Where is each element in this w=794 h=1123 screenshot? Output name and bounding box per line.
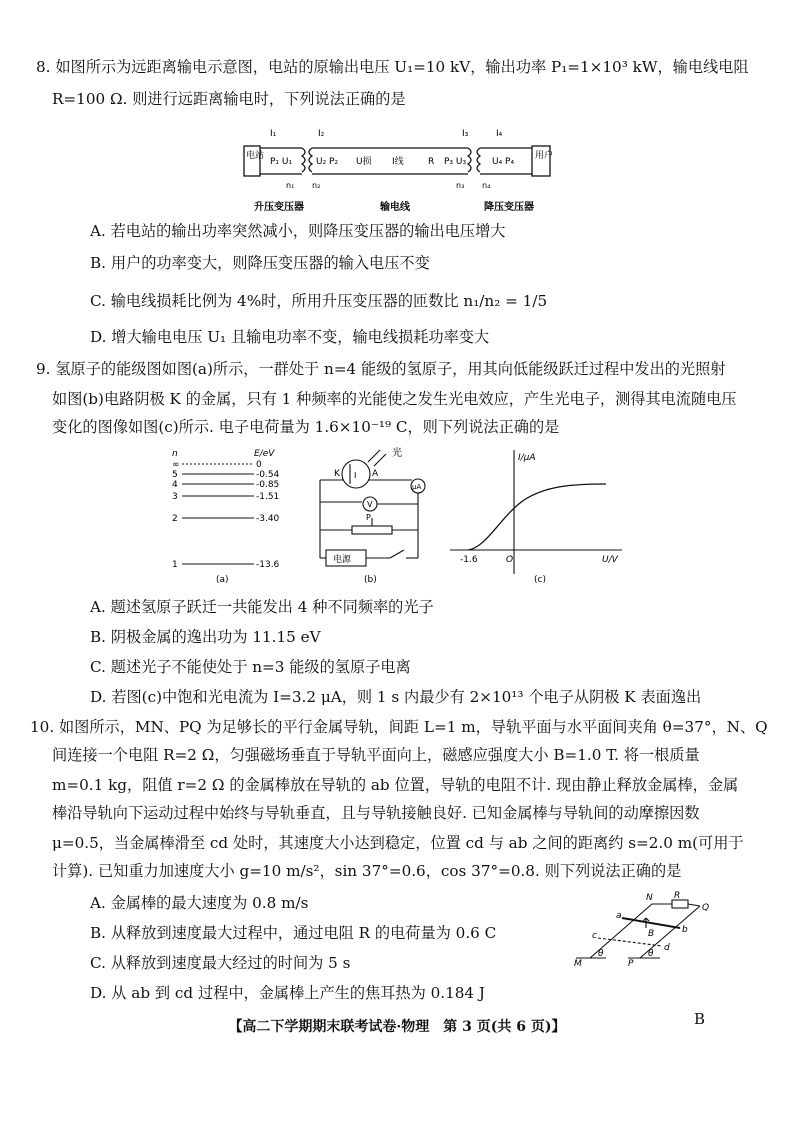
paper-version-mark: B [694, 1010, 706, 1028]
q9-fig-b-circuit [306, 446, 442, 586]
label-I1: I₁ [270, 129, 277, 139]
resistor-R [672, 900, 688, 908]
fig-M: M [574, 959, 582, 968]
q10-stem-line1: 10. 如图所示，MN、PQ 为足够长的平行金属导轨，间距 L=1 m，导轨平面与水平面间夹角 θ=37°，N、Q [30, 718, 768, 736]
q9-option-c: C. 题述光子不能使处于 n=3 能级的氢原子电离 [90, 658, 411, 676]
caption-step-down: 降压变压器 [484, 202, 534, 213]
q10-rail-figure [568, 888, 718, 968]
fig-theta-2: θ [648, 949, 654, 959]
fig-c-origin: O [506, 555, 514, 565]
q9-option-b: B. 阴极金属的逸出功为 11.15 eV [90, 628, 321, 646]
label-n4: n₄ [482, 181, 491, 190]
q9-option-a: A. 题述氢原子跃迁一共能发出 4 种不同频率的光子 [90, 598, 434, 616]
caption-line: 输电线 [380, 202, 410, 213]
q10-option-b: B. 从释放到速度最大过程中，通过电阻 R 的电荷量为 0.6 C [90, 924, 497, 942]
q8-stem-line2: R=100 Ω. 则进行远距离输电时，下列说法正确的是 [52, 90, 406, 108]
fig-a-e-label: E/eV [254, 449, 275, 459]
fig-c-x-neg: -1.6 [460, 555, 478, 565]
fig-theta-1: θ [598, 949, 604, 959]
fig-d: d [664, 943, 670, 953]
label-uloss: U损 [356, 157, 372, 167]
q10-option-c: C. 从释放到速度最大经过的时间为 5 s [90, 954, 351, 972]
level-2-n: 2 [172, 514, 178, 524]
level-5-n: 5 [172, 470, 178, 480]
label-I4: I₄ [496, 129, 503, 139]
label-u2p2: U₂ P₂ [316, 157, 339, 167]
fig-b-A: A [372, 469, 379, 479]
q9-fig-a-energy-levels [168, 446, 288, 586]
level-5-e: -0.54 [256, 470, 280, 480]
q9-fig-c-iu-curve [446, 446, 626, 586]
q10-stem-line2: 间连接一个电阻 R=2 Ω，匀强磁场垂直于导轨平面向上，磁感应强度大小 B=1.0 T. 将一根质量 [52, 746, 700, 764]
level-1-n: 1 [172, 560, 178, 570]
level-1-e: -13.6 [256, 560, 280, 570]
plant-label: 电站 [246, 151, 265, 161]
fig-R: R [674, 891, 681, 901]
fig-c: c [592, 931, 597, 941]
q9-stem-line2: 如图(b)电路阴极 K 的金属，只有 1 种频率的光能使之发生光电效应，产生光电子，测得其电流随电压 [52, 390, 737, 408]
level-2-e: -3.40 [256, 514, 280, 524]
fig-b-caption: (b) [364, 575, 377, 585]
label-iline: I线 [392, 157, 404, 167]
fig-b-light-label: 光 [392, 448, 402, 459]
q8-transmission-figure [240, 122, 560, 218]
fig-b-K: K [334, 469, 340, 479]
label-I3: I₃ [462, 129, 469, 139]
q8-option-b: B. 用户的功率变大，则降压变压器的输入电压不变 [90, 254, 430, 272]
q8-option-d: D. 增大输电电压 U₁ 且输电功率不变，输电线损耗功率变大 [90, 328, 490, 346]
fig-b: b [682, 925, 688, 935]
label-u4p4: U₄ P₄ [492, 157, 515, 167]
q9-option-d: D. 若图(c)中饱和光电流为 I=3.2 μA，则 1 s 内最少有 2×10¹³ 个电子从阴极 K 表面逸出 [90, 688, 702, 706]
q10-option-a: A. 金属棒的最大速度为 0.8 m/s [90, 894, 309, 912]
fig-a-caption: (a) [216, 575, 229, 585]
label-p3u3: P₃ U₃ [444, 157, 467, 167]
user-label: 用户 [535, 151, 554, 161]
fig-c-caption: (c) [534, 575, 546, 585]
label-n3: n₃ [456, 181, 465, 190]
q8-stem-line1: 8. 如图所示为远距离输电示意图，电站的原输出电压 U₁=10 kV，输出功率 P₁=1×10³ kW，输电线电阻 [36, 58, 749, 76]
q10-option-d: D. 从 ab 到 cd 过程中，金属棒上产生的焦耳热为 0.184 J [90, 984, 486, 1002]
q10-stem-line4: 棒沿导轨向下运动过程中始终与导轨垂直，且与导轨接触良好. 已知金属棒与导轨间的动摩擦因数 [52, 804, 700, 822]
level-inf-n: ∞ [172, 460, 180, 470]
fig-b-source: 电源 [333, 555, 352, 565]
fig-b-V: V [367, 500, 373, 509]
q8-option-c: C. 输电线损耗比例为 4%时，所用升压变压器的匝数比 n₁/n₂ = 1/5 [90, 292, 548, 310]
fig-B: B [648, 929, 655, 939]
switch [390, 550, 404, 558]
fig-c-xlabel: U/V [602, 555, 618, 565]
fig-N: N [646, 893, 653, 903]
label-I2: I₂ [318, 129, 325, 139]
fig-a: a [616, 911, 622, 921]
q8-option-a: A. 若电站的输出功率突然减小，则降压变压器的输出电压增大 [90, 222, 506, 240]
q10-stem-line5: μ=0.5，当金属棒滑至 cd 处时，其速度大小达到稳定，位置 cd 与 ab 之间的距离约 s=2.0 m(可用于 [52, 834, 744, 852]
label-p1u1: P₁ U₁ [270, 157, 293, 167]
fig-c-ylabel: I/μA [518, 453, 536, 463]
fig-a-n-label: n [172, 449, 178, 459]
page-footer: 【高二下学期期末联考试卷·物理 第 3 页(共 6 页)】 [228, 1019, 566, 1035]
label-n1: n₁ [286, 181, 295, 190]
q9-stem-line1: 9. 氢原子的能级图如图(a)所示，一群处于 n=4 能级的氢原子，用其向低能级跃迁过程中发出的光照射 [36, 360, 726, 378]
level-3-n: 3 [172, 492, 178, 502]
q9-stem-line3: 变化的图像如图(c)所示. 电子电荷量为 1.6×10⁻¹⁹ C，则下列说法正确的是 [52, 418, 560, 436]
fig-P: P [628, 959, 634, 968]
caption-step-up: 升压变压器 [254, 202, 304, 213]
fig-Q: Q [702, 903, 710, 913]
level-inf-e: 0 [256, 460, 262, 470]
rheostat [352, 526, 392, 534]
level-3-e: -1.51 [256, 492, 280, 502]
fig-b-uA: μA [412, 483, 422, 491]
label-R: R [428, 157, 435, 167]
label-n2: n₂ [312, 181, 321, 190]
level-4-n: 4 [172, 480, 178, 490]
q10-stem-line6: 计算). 已知重力加速度大小 g=10 m/s²，sin 37°=0.6，cos 37°=0.8. 则下列说法正确的是 [52, 862, 682, 880]
fig-b-P: P [366, 513, 371, 522]
q10-stem-line3: m=0.1 kg，阻值 r=2 Ω 的金属棒放在导轨的 ab 位置，导轨的电阻不计. 现由静止释放金属棒，金属 [52, 776, 739, 794]
fig-b-tube-I: I [354, 471, 357, 480]
level-4-e: -0.85 [256, 480, 280, 490]
fig-c-curve [468, 484, 606, 550]
